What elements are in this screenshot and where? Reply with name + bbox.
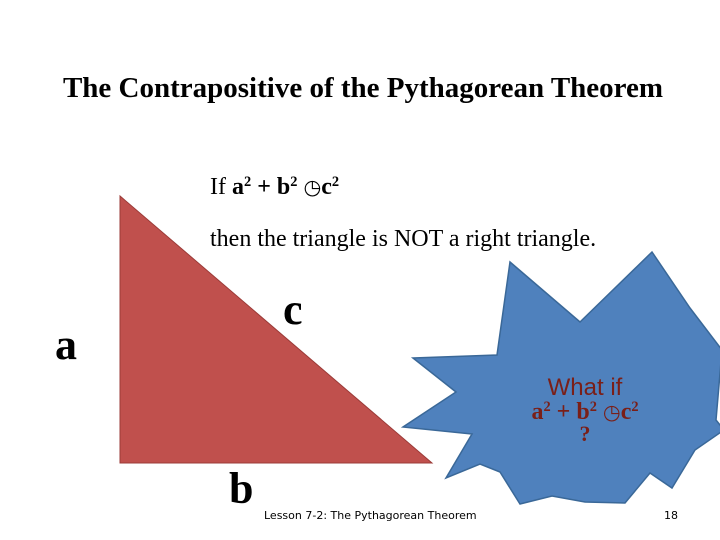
exp-b: 2 bbox=[290, 174, 298, 191]
var-a: a bbox=[231, 174, 244, 200]
side-label-b: b bbox=[229, 464, 254, 513]
callout-not-equal-icon: ◷ bbox=[602, 400, 621, 425]
slide-title: The Contrapositive of the Pythagorean Theorem bbox=[62, 72, 664, 104]
callout-var-a: a bbox=[531, 399, 544, 426]
callout-exp-c: 2 bbox=[631, 399, 639, 416]
callout-var-c: c bbox=[620, 399, 632, 426]
if-word: If bbox=[210, 174, 226, 200]
side-label-a: a bbox=[55, 320, 77, 369]
plus-sign: + bbox=[257, 174, 271, 200]
callout-exp-b: 2 bbox=[589, 399, 597, 416]
callout-text bbox=[500, 374, 670, 447]
not-equal-icon: ◷ bbox=[303, 175, 322, 199]
exp-a: 2 bbox=[243, 174, 252, 191]
exp-c: 2 bbox=[331, 174, 340, 191]
then-statement: then the triangle is NOT a right triangle. bbox=[210, 226, 597, 252]
callout-exp-a: 2 bbox=[543, 399, 551, 416]
var-b: b bbox=[276, 174, 291, 200]
var-c: c bbox=[321, 174, 332, 200]
page-number: 18 bbox=[664, 509, 678, 522]
callout-question-mark: ? bbox=[579, 421, 591, 447]
side-label-c: c bbox=[283, 285, 303, 334]
callout-plus: + bbox=[556, 399, 571, 426]
callout-var-b: b bbox=[576, 399, 590, 426]
right-triangle bbox=[120, 196, 432, 463]
footer-caption: Lesson 7-2: The Pythagorean Theorem bbox=[264, 509, 477, 522]
callout-what-if: What if bbox=[547, 374, 623, 401]
